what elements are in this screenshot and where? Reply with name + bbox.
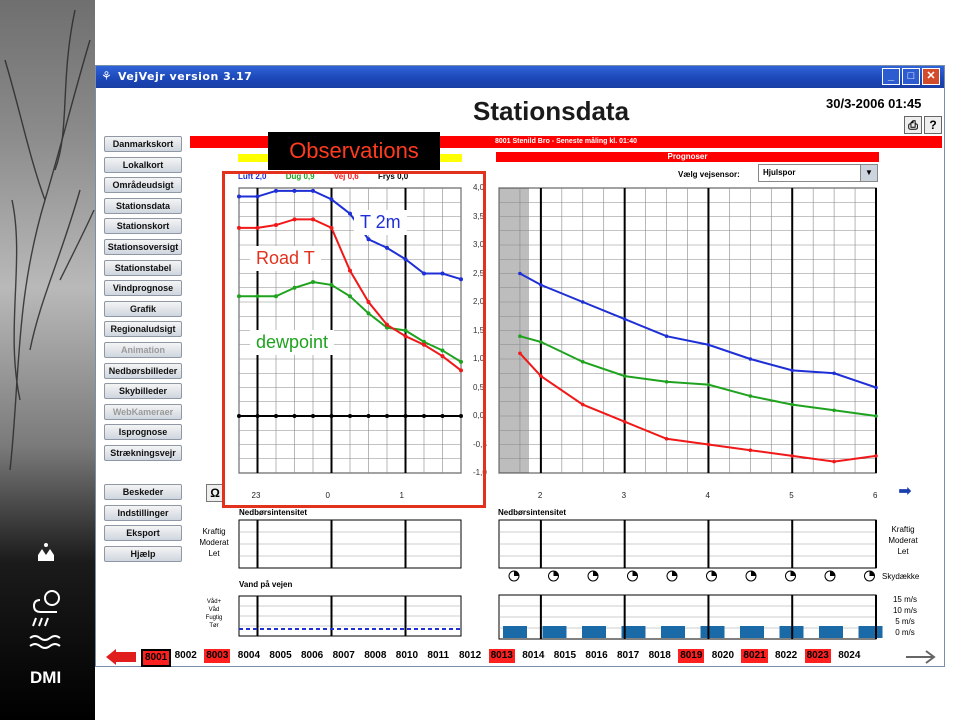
wind-bar (661, 626, 685, 638)
datetime-label: 30/3-2006 01:45 (826, 96, 922, 111)
water-levels (196, 598, 232, 630)
prog-point-vej (665, 437, 669, 441)
svg-text:DMI: DMI (30, 668, 62, 687)
x-tick-label: 6 (873, 491, 878, 500)
prog-point-dug (623, 374, 627, 378)
station-tab-8003[interactable]: 8003 (206, 650, 229, 661)
y-tick-label: 3,5 (473, 211, 485, 221)
precip-title-right: Nedbørsintensitet (498, 508, 567, 517)
menu-button-strækningsvejr[interactable]: Strækningsvejr (104, 445, 182, 461)
minimize-button[interactable]: _ (882, 68, 900, 85)
sky-cover-fill (830, 571, 835, 576)
prog-point-vej (874, 454, 878, 458)
x-tick-label: 5 (789, 491, 794, 500)
menu-button-områdeudsigt[interactable]: Områdeudsigt (104, 177, 182, 193)
menu-button-vindprognose[interactable]: Vindprognose (104, 280, 182, 296)
prog-point-dug (874, 414, 878, 418)
wind-0: 0 m/s (895, 628, 915, 637)
sky-cover-fill (712, 571, 717, 576)
station-tab-8001[interactable]: 8001 (141, 649, 171, 667)
legend-frys: Frys 0,0 (377, 172, 409, 181)
dmi-logo (30, 543, 61, 687)
prog-point-luft (874, 386, 878, 390)
sensor-label: Vælg vejsensor: (678, 170, 740, 179)
prog-point-vej (623, 420, 627, 424)
wind-bar (701, 626, 725, 638)
wind-bar (859, 626, 883, 638)
x-tick-label: 23 (251, 491, 261, 500)
back-arrow-icon (106, 649, 136, 665)
prog-line-dug (520, 336, 876, 416)
menu-button-beskeder[interactable]: Beskeder (104, 484, 182, 500)
station-tab-8006[interactable]: 8006 (301, 650, 324, 661)
station-tab-8019[interactable]: 8019 (680, 650, 703, 661)
station-tab-8015[interactable]: 8015 (553, 650, 577, 661)
station-tab-8023[interactable]: 8023 (806, 650, 829, 661)
station-status-bar: 8001 Stenild Bro - Seneste måling kl. 01:40 (190, 136, 942, 148)
station-tab-8012[interactable]: 8012 (459, 650, 482, 661)
precip-title-left: Nedbørsintensitet (239, 508, 308, 517)
sky-cover-fill (593, 571, 598, 576)
prog-point-dug (832, 409, 836, 413)
wind-15: 15 m/s (892, 595, 917, 604)
menu-button-eksport[interactable]: Eksport (104, 525, 182, 541)
observations-annotation: Observations (268, 132, 440, 170)
prog-point-dug (665, 380, 669, 384)
sky-cover-fill (554, 571, 559, 576)
prog-point-dug (707, 383, 711, 387)
sky-cover-fill (791, 571, 796, 576)
prog-point-luft (832, 371, 836, 375)
station-tab-8022[interactable]: 8022 (775, 650, 798, 661)
level-moderat: Moderat (199, 538, 229, 547)
left-decorative-strip (0, 0, 95, 720)
legend-luft: Luft 2,0 (238, 172, 267, 181)
y-tick-label: 2,0 (473, 297, 485, 306)
chevron-down-icon[interactable]: ▼ (860, 165, 877, 181)
level-let: Let (208, 549, 220, 558)
app-icon: ⚘ (101, 69, 112, 83)
y-tick-label: 1,0 (473, 354, 485, 363)
prog-point-luft (707, 343, 711, 347)
close-button[interactable]: ✕ (922, 68, 940, 85)
prog-point-vej (581, 403, 585, 407)
prog-point-luft (539, 283, 543, 287)
legend-vej: Vej 0,6 (333, 172, 359, 181)
menu-button-hjælp[interactable]: Hjælp (104, 546, 182, 562)
maximize-button[interactable]: □ (902, 68, 920, 85)
prog-point-dug (518, 334, 522, 338)
prog-point-dug (581, 360, 585, 364)
wind-bar (543, 626, 567, 638)
menu-button-animation[interactable]: Animation (104, 342, 182, 358)
window-title: VejVejr version 3.17 (118, 70, 253, 83)
level-vaad: Våd (208, 607, 220, 613)
prog-point-luft (581, 300, 585, 304)
y-tick-label: 4,0 (473, 183, 485, 192)
sensor-value: Hjulspor (763, 168, 796, 177)
y-tick-label: 3,0 (473, 240, 485, 249)
sky-cover-fill (751, 571, 756, 576)
wind-bar (582, 626, 606, 638)
tree-branches-image (0, 0, 95, 720)
page-title: Stationsdata (473, 96, 630, 126)
station-tab-8016[interactable]: 8016 (585, 650, 608, 661)
sky-cover-fill (633, 571, 638, 576)
menu-button-stationstabel[interactable]: Stationstabel (104, 260, 182, 276)
sky-cover-fill (514, 571, 519, 576)
prog-point-dug (790, 403, 794, 407)
help-icon[interactable]: ? (924, 116, 942, 134)
station-tab-8024[interactable]: 8024 (838, 650, 861, 661)
level-kraftig: Kraftig (891, 525, 915, 534)
menu-button-stationsdata[interactable]: Stationsdata (104, 198, 182, 214)
menu-button-nedbørsbilleder[interactable]: Nedbørsbilleder (104, 363, 182, 379)
level-let: Let (897, 547, 909, 556)
station-tab-8005[interactable]: 8005 (269, 650, 292, 661)
sky-cover-fill (870, 571, 875, 576)
forward-arrow-icon[interactable]: ➡ (896, 484, 914, 500)
prog-point-vej (518, 352, 522, 356)
menu-button-stationskort[interactable]: Stationskort (104, 218, 182, 234)
y-tick-label: 2,5 (473, 268, 485, 278)
prog-point-luft (749, 357, 753, 361)
station-tab-8017[interactable]: 8017 (617, 650, 640, 661)
level-fugtig: Fugtig (205, 615, 223, 621)
legend-dug: Dug 0,9 (285, 172, 315, 181)
precip-levels-right (881, 524, 925, 557)
station-tab-8014[interactable]: 8014 (522, 650, 545, 661)
prog-point-vej (749, 448, 753, 452)
x-tick-label: 4 (705, 491, 710, 500)
wind-levels (880, 594, 930, 638)
prog-point-vej (832, 460, 836, 464)
menu-button-indstillinger[interactable]: Indstillinger (104, 505, 182, 521)
level-moderat: Moderat (888, 536, 918, 545)
x-tick-label: 0 (325, 491, 330, 500)
prog-point-vej (790, 454, 794, 458)
y-tick-label: -0,5 (473, 439, 487, 449)
wind-10: 10 m/s (892, 606, 917, 615)
menu-button-regionaludsigt[interactable]: Regionaludsigt (104, 321, 182, 337)
skydaekke-label: Skydække (882, 572, 920, 581)
prognoser-bar: Prognoser (496, 152, 879, 162)
prog-point-vej (539, 374, 543, 378)
station-tab-8011[interactable]: 8011 (427, 650, 450, 661)
menu-button-grafik[interactable]: Grafik (104, 301, 182, 317)
station-tab-8008[interactable]: 8008 (364, 650, 387, 661)
level-kraftig: Kraftig (202, 527, 226, 536)
wind-bar (740, 626, 764, 638)
prog-point-luft (623, 317, 627, 321)
dewpoint-annotation: dewpoint (250, 330, 334, 355)
precip-levels-left (194, 526, 234, 559)
menu-button-lokalkort[interactable]: Lokalkort (104, 157, 182, 173)
app-window (95, 65, 945, 667)
prog-point-luft (790, 369, 794, 373)
road-t-annotation: Road T (250, 246, 321, 271)
x-tick-label: 1 (399, 491, 404, 500)
prog-line-vej (520, 353, 876, 461)
prog-point-dug (539, 340, 543, 344)
station-tab-8002[interactable]: 8002 (174, 650, 197, 661)
x-tick-label: 3 (621, 491, 627, 500)
sky-cover-fill (672, 571, 677, 576)
t2m-annotation: T 2m (354, 210, 407, 235)
prog-point-dug (749, 394, 753, 398)
prog-point-luft (665, 334, 669, 338)
y-tick-label: 0,0 (473, 411, 485, 420)
wind-5: 5 m/s (895, 617, 915, 626)
station-tab-8007[interactable]: 8007 (332, 650, 355, 661)
prog-point-vej (707, 443, 711, 447)
station-tab-8020[interactable]: 8020 (711, 650, 735, 661)
station-tab-8018[interactable]: 8018 (648, 650, 671, 661)
y-tick-label: -1,0 (473, 468, 487, 477)
menu-button-stationsoversigt[interactable]: Stationsoversigt (104, 239, 182, 255)
menu-button-danmarkskort[interactable]: Danmarkskort (104, 136, 182, 152)
menu-button-skybilleder[interactable]: Skybilleder (104, 383, 182, 399)
y-tick-label: 0,5 (473, 382, 485, 392)
station-tab-8013[interactable]: 8013 (490, 650, 513, 661)
station-tab-8021[interactable]: 8021 (743, 650, 766, 661)
water-title: Vand på vejen (239, 580, 293, 589)
level-toer: Tør (209, 623, 219, 629)
station-tab-8004[interactable]: 8004 (237, 650, 261, 661)
y-tick-label: 1,5 (473, 325, 485, 335)
next-arrow-icon (906, 651, 934, 663)
prog-point-luft (518, 272, 522, 276)
level-vaad-plus: Våd+ (206, 599, 222, 605)
menu-button-webkameraer[interactable]: WebKameraer (104, 404, 182, 420)
print-icon[interactable]: ⎙ (904, 116, 922, 134)
menu-button-isprognose[interactable]: Isprognose (104, 424, 182, 440)
wind-bar (819, 626, 843, 638)
x-tick-label: 2 (537, 491, 543, 500)
station-tab-8010[interactable]: 8010 (395, 650, 419, 661)
wind-bar (503, 626, 527, 638)
refresh-icon[interactable]: Ω (206, 484, 224, 502)
